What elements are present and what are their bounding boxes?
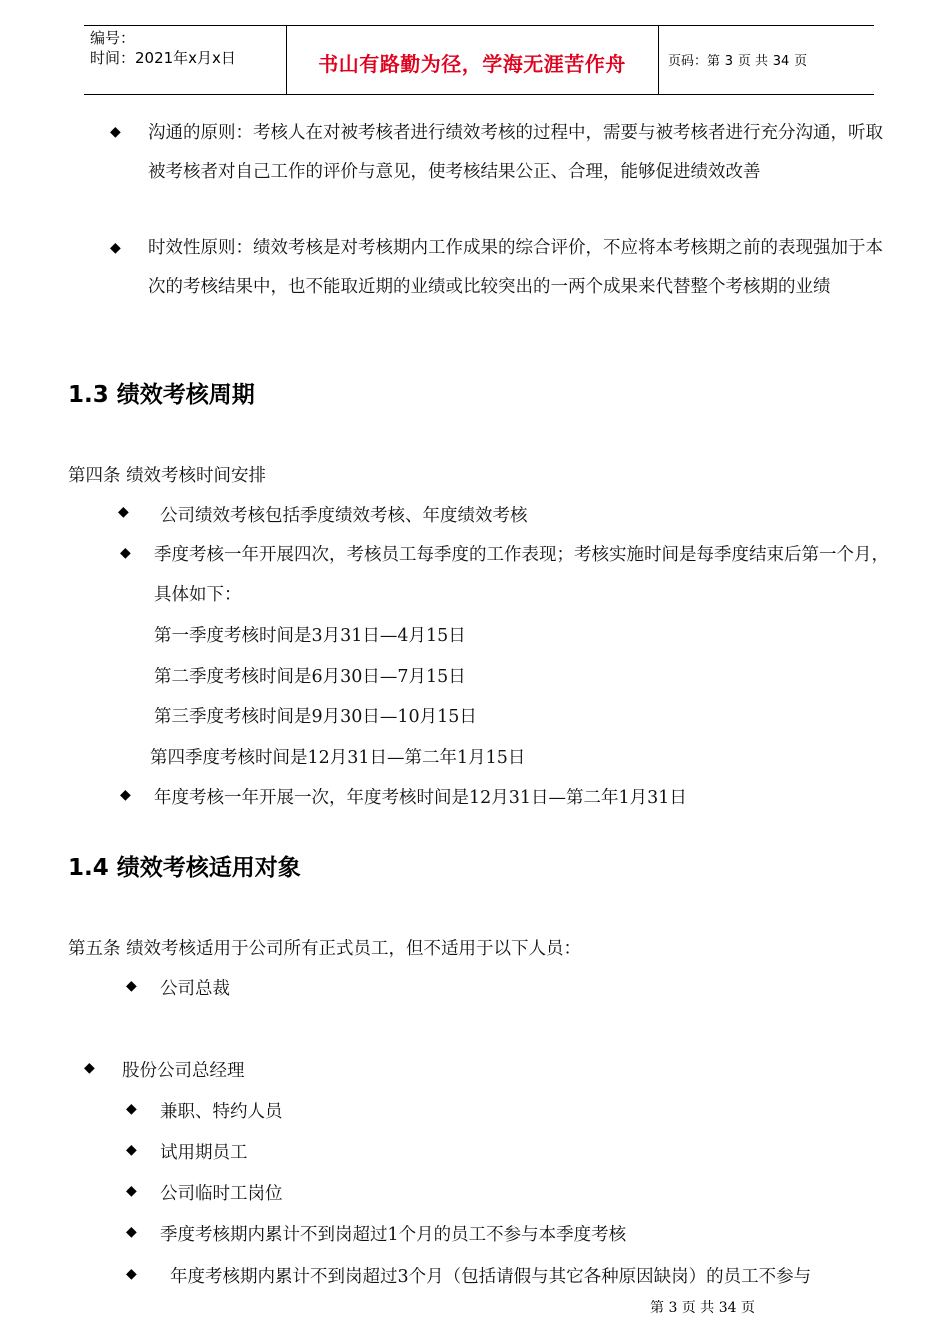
bullet-icon: ◆ [110, 240, 121, 256]
schedule-item-3: 年度考核一年开展一次，年度考核时间是12月31日—第二年1月31日 [154, 788, 687, 808]
exclusion-item: 股份公司总经理 [122, 1061, 245, 1081]
bullet-icon: ◆ [126, 1224, 137, 1240]
bullet-icon: ◆ [126, 1101, 137, 1117]
exclusion-item: 年度考核期内累计不到岗超过3个月（包括请假与其它各种原因缺岗）的员工不参与 [170, 1267, 812, 1287]
bullet-icon: ◆ [110, 124, 121, 140]
bullet-icon: ◆ [126, 1183, 137, 1199]
page-total: 34 [772, 54, 790, 69]
schedule-q1: 第一季度考核时间是3月31日—4月15日 [154, 626, 466, 646]
article-five: 第五条 绩效考核适用于公司所有正式员工，但不适用于以下人员： [68, 939, 582, 959]
header-motto: 书山有路勤为径，学海无涯苦作舟 [318, 52, 626, 76]
exclusion-item: 公司临时工岗位 [160, 1184, 283, 1204]
schedule-q2: 第二季度考核时间是6月30日—7月15日 [154, 667, 466, 687]
doc-date-label: 时间：2021年x月x日 [90, 49, 236, 67]
bullet-icon: ◆ [84, 1060, 95, 1076]
bullet-icon: ◆ [118, 504, 129, 520]
section-heading-1-4: 1.4 绩效考核适用对象 [68, 855, 301, 881]
page-header [84, 25, 874, 95]
schedule-q3: 第三季度考核时间是9月30日—10月15日 [154, 707, 477, 727]
exclusion-item: 公司总裁 [160, 979, 230, 999]
schedule-q4: 第四季度考核时间是12月31日—第二年1月15日 [150, 748, 526, 768]
header-meta [90, 28, 236, 68]
schedule-item-1: 公司绩效考核包括季度绩效考核、年度绩效考核 [160, 506, 528, 526]
page-number: 3 [724, 54, 734, 69]
page-footer: 第 3 页 共 34 页 [650, 1300, 755, 1316]
exclusion-item: 季度考核期内累计不到岗超过1个月的员工不参与本季度考核 [160, 1225, 627, 1245]
page-end: 页 [794, 54, 808, 69]
header-divider [658, 26, 659, 94]
schedule-item-2: 季度考核一年开展四次，考核员工每季度的工作表现；考核实施时间是每季度结束后第一个月，具体如下： [154, 545, 889, 605]
principle-timeliness: 时效性原则：绩效考核是对考核期内工作成果的综合评价，不应将本考核期之前的表现强加于本次的考核结果中，也不能取近期的业绩或比较突出的一两个成果来代替整个考核期的业绩 [148, 238, 883, 297]
section-heading-1-3: 1.3 绩效考核周期 [68, 382, 255, 408]
exclusion-item: 兼职、特约人员 [160, 1102, 283, 1122]
page-label: 页码：第 [668, 54, 721, 69]
principle-communication: 沟通的原则：考核人在对被考核者进行绩效考核的过程中，需要与被考核者进行充分沟通，听取被考核者对自己工作的评价与意见，使考核结果公正、合理，能够促进绩效改善 [148, 123, 883, 182]
bullet-icon: ◆ [126, 1142, 137, 1158]
article-four: 第四条 绩效考核时间安排 [68, 466, 267, 486]
bullet-icon: ◆ [126, 1266, 137, 1282]
doc-number-label: 编号： [90, 29, 136, 47]
bullet-icon: ◆ [120, 545, 131, 561]
bullet-icon: ◆ [120, 787, 131, 803]
exclusion-item: 试用期员工 [160, 1143, 248, 1163]
page-mid: 页 共 [737, 54, 768, 69]
header-page-info [668, 50, 807, 69]
bullet-icon: ◆ [126, 978, 137, 994]
